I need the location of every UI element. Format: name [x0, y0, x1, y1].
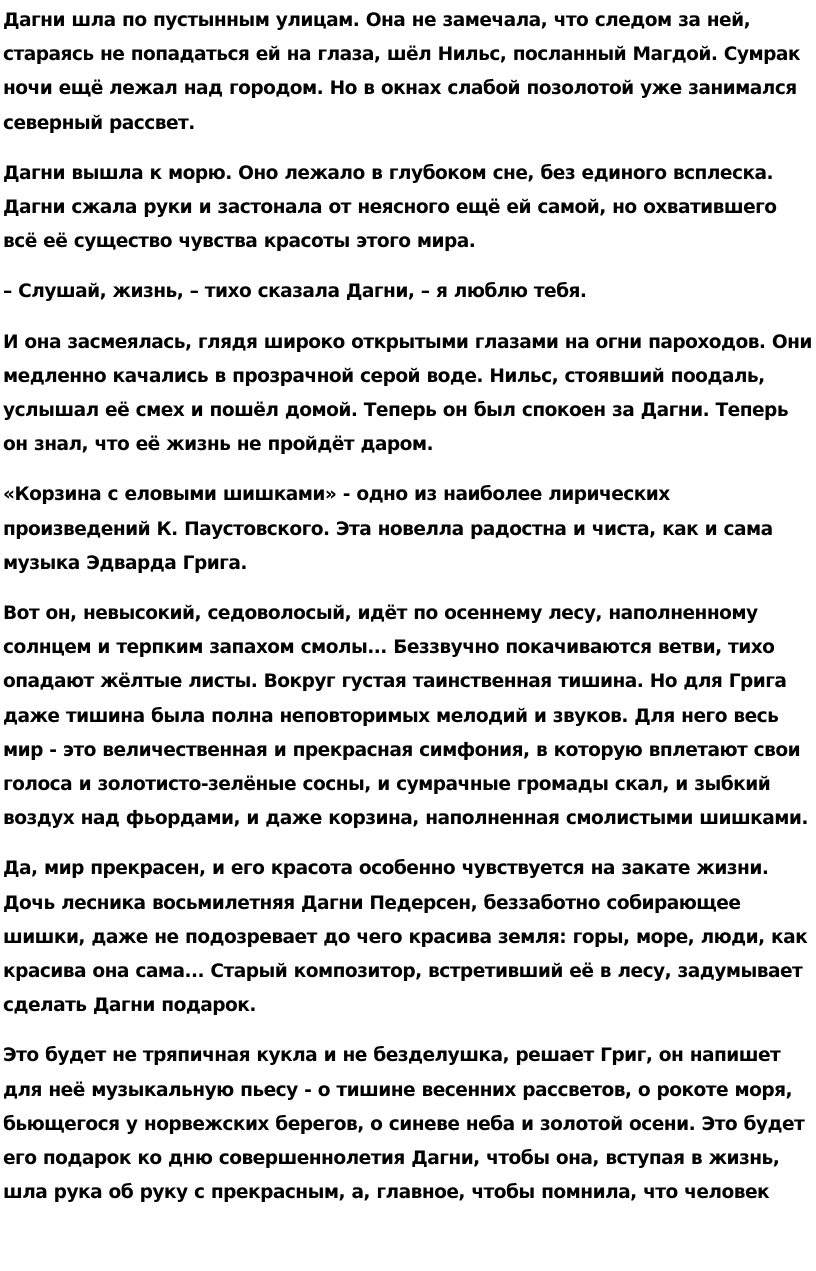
paragraph-2: Дагни вышла к морю. Оно лежало в глубоком сне, без единого всплеска. Дагни сжала руки и застонала от неясного ещё ей самой, но охватившего всё её существо чувства красоты этого мира. [3, 162, 777, 253]
paragraph-8: Это будет не тряпичная кукла и не безделушка, решает Григ, он напишет для неё музыкальную пьесу - о тишине весенних рассветов, о рокоте моря, бьющегося у норвежских берегов, о синеве неба и золотой осени. Это будет его подарок ко дню совершеннолетия Дагни, чтобы она, вступая в жизнь, шла рука об руку с прекрасным, а, главное, чтобы помнила, что человек [3, 1045, 805, 1204]
paragraph-4: И она засмеялась, глядя широко открытыми глазами на огни пароходов. Они медленно качались в прозрачной серой воде. Нильс, стоявший поодаль, услышал её смех и пошёл домой. Теперь он был спокоен за Дагни. Теперь он знал, что её жизнь не пройдёт даром. [3, 331, 812, 456]
paragraph-7: Да, мир прекрасен, и его красота особенно чувствуется на закате жизни. Дочь лесника восьмилетняя Дагни Педерсен, беззаботно собирающее шишки, даже не подозревает до чего красива земля: горы, море, люди, как красива она сама... Старый композитор, встретивший её в лесу, задумывает сделать Дагни подарок. [3, 858, 808, 1017]
paragraph-5: «Корзина с еловыми шишками» - одно из наиболее лирических произведений К. Паустовского. Эта новелла радостна и чиста, как и сама музыка Эдварда Грига. [3, 484, 773, 574]
paragraph-3: – Слушай, жизнь, – тихо сказала Дагни, – я люблю тебя. [3, 281, 587, 303]
paragraph-6: Вот он, невысокий, седоволосый, идёт по осеннему лесу, наполненному солнцем и терпким запахом смолы... Беззвучно покачиваются ветви, тихо опадают жёлтые листы. Вокруг густая таинственная тишина. Но для Грига даже тишина была полна неповторимых мелодий и звуков. Для него весь мир - это величественная и прекрасная симфония, в которую вплетают свои голоса и золотисто-зелёные сосны, и сумрачные громады скал, и зыбкий воздух над фьордами, и даже корзина, наполненная смолистыми шишками. [3, 603, 808, 830]
paragraph-1: Дагни шла по пустынным улицам. Она не замечала, что следом за ней, стараясь не попадаться ей на глаза, шёл Нильс, посланный Магдой. Сумрак ночи ещё лежал над городом. Но в окнах слабой позолотой уже занимался северный рассвет. [3, 10, 800, 134]
